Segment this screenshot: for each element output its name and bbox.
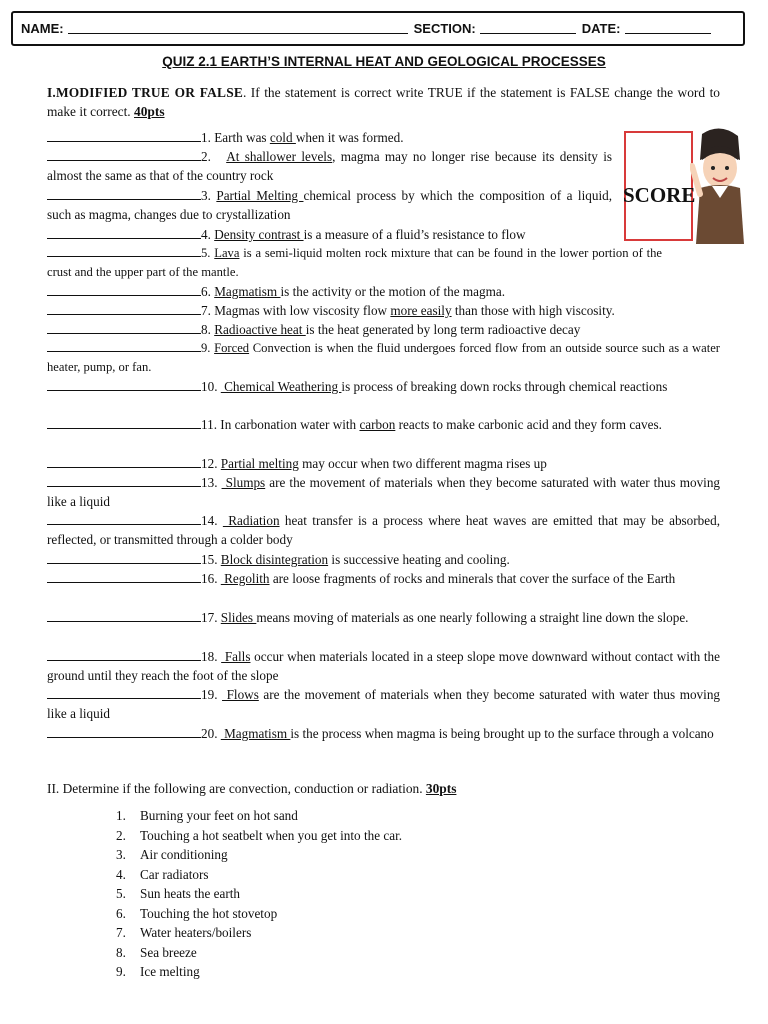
answer-blank[interactable] (47, 455, 201, 468)
list-text: Touching a hot seatbelt when you get into the car. (140, 827, 403, 843)
quiz-title: QUIZ 2.1 EARTH’S INTERNAL HEAT AND GEOLOGICAL PROCESSES (162, 54, 606, 69)
quiz-item (47, 320, 720, 339)
list-item (116, 828, 402, 848)
answer-blank[interactable] (47, 725, 201, 738)
item-text: Earth was (210, 130, 270, 145)
item-number: 11. (201, 417, 217, 432)
underlined-term: Regolith (220, 571, 270, 586)
quiz-item (47, 511, 720, 549)
list-number: 3. (116, 847, 126, 862)
date-field[interactable] (625, 23, 711, 34)
part2-instructions (47, 781, 456, 797)
item-number: 2. (201, 149, 211, 164)
item-text: reacts to make carbonic acid and they form caves. (395, 417, 662, 432)
score-label: SCORE (623, 183, 696, 207)
quiz-item (47, 569, 720, 588)
answer-blank[interactable] (47, 321, 201, 334)
answer-blank[interactable] (47, 416, 201, 429)
item-number: 3. (201, 188, 211, 203)
item-number: 9. (201, 341, 211, 355)
part1-points: 40pts (134, 104, 165, 119)
underlined-term: carbon (359, 417, 396, 432)
quiz-item (47, 147, 612, 185)
underlined-term: Block disintegration (220, 552, 329, 567)
item-text: chemical process by which the composition of a liquid, such as magma, changes due to crystallization (47, 188, 613, 222)
list-item (116, 847, 402, 867)
underlined-term: cold (269, 130, 296, 145)
answer-blank[interactable] (47, 302, 201, 315)
underlined-term: Slides (220, 610, 257, 625)
list-text: Car radiators (140, 866, 209, 882)
list-text: Burning your feet on hot sand (140, 808, 298, 823)
quiz-item (47, 186, 612, 224)
underlined-term: Magmatism (220, 726, 291, 741)
list-item (116, 945, 402, 965)
list-number: 4. (116, 866, 126, 882)
item-text: when it was formed. (295, 130, 404, 145)
item-number: 8. (201, 322, 211, 337)
quiz-item (47, 377, 720, 396)
underlined-term: Falls (221, 649, 251, 664)
item-number: 15. (201, 552, 218, 567)
list-text: Air conditioning (140, 847, 228, 862)
section-label: SECTION: (413, 21, 476, 36)
part2-instruction-text: II. Determine if the following are convection, conduction or radiation. (47, 781, 426, 796)
item-text: is the heat generated by long term radioactive decay (305, 322, 581, 337)
answer-blank[interactable] (47, 378, 201, 391)
item-text: is a semi-liquid molten rock mixture that can be found in the lower portion of the crust and the upper part of the mantle. (47, 246, 662, 279)
quiz-item (47, 415, 720, 434)
quiz-item (47, 282, 720, 301)
list-text: Water heaters/boilers (140, 925, 252, 940)
answer-blank[interactable] (47, 129, 201, 142)
list-number: 8. (116, 944, 126, 960)
list-text: Sea breeze (140, 944, 197, 960)
quiz-item (47, 550, 720, 569)
list-item (116, 808, 402, 828)
underlined-term: Magmatism (214, 284, 281, 299)
quiz-item (47, 244, 662, 282)
item-number: 4. (201, 227, 211, 242)
item-number: 14. (201, 513, 218, 528)
item-text: may occur when two different magma rises up (298, 456, 547, 471)
part2-points: 30pts (425, 781, 457, 796)
item-number: 19. (201, 687, 218, 702)
underlined-term: Density contrast (214, 227, 304, 242)
list-number: 2. (116, 827, 126, 843)
item-number: 18. (201, 649, 218, 664)
list-item (116, 964, 402, 984)
list-text: Ice melting (140, 964, 200, 979)
item-text: are the movement of materials when they become saturated with water thus moving like a liquid (47, 687, 721, 721)
item-text: occur when materials located in a steep slope move downward without contact with the ground until they reach the foot of the slope (47, 649, 721, 683)
underlined-term: Radioactive heat (214, 322, 306, 337)
underlined-term: more easily (390, 303, 452, 318)
answer-blank[interactable] (47, 244, 201, 257)
answer-blank[interactable] (47, 148, 201, 161)
answer-blank[interactable] (47, 339, 201, 352)
quiz-item (47, 225, 612, 244)
underlined-term: At shallower levels (226, 149, 333, 164)
part1-instruction-text: . If the statement is correct write TRUE if the statement is FALSE change the word to make it correct. (47, 85, 720, 119)
quiz-item (47, 647, 720, 685)
item-text: than those with high viscosity. (451, 303, 615, 318)
list-text: Touching the hot stovetop (140, 905, 278, 921)
list-number: 7. (116, 925, 126, 940)
answer-blank[interactable] (47, 570, 201, 583)
quiz-item (47, 608, 720, 627)
item-number: 10. (201, 379, 218, 394)
answer-blank[interactable] (47, 551, 201, 564)
list-item (116, 925, 402, 945)
item-text: Magmas with low viscosity flow (210, 303, 391, 318)
part1-instructions (47, 83, 720, 121)
quiz-item (47, 128, 612, 147)
list-text: Sun heats the earth (140, 886, 240, 901)
quiz-item (47, 685, 720, 723)
teacher-cartoon-icon (690, 126, 748, 246)
item-text: are the movement of materials when they become saturated with water thus moving like a liquid (47, 475, 721, 509)
answer-blank[interactable] (47, 609, 201, 622)
list-number: 6. (116, 905, 126, 921)
item-number: 7. (201, 303, 211, 318)
item-number: 12. (201, 456, 218, 471)
quiz-item (47, 301, 720, 320)
item-text: Convection is when the fluid undergoes forced flow from an outside source such as a water heater, pump, or fan. (47, 341, 720, 374)
list-number: 9. (116, 964, 126, 979)
student-info-header (11, 11, 745, 46)
answer-blank[interactable] (47, 648, 201, 661)
item-number: 17. (201, 610, 218, 625)
underlined-term: Partial melting (220, 456, 299, 471)
underlined-term: Chemical Weathering (220, 379, 342, 394)
item-text: is process of breaking down rocks through chemical reactions (341, 379, 668, 394)
list-item (116, 906, 402, 926)
quiz-item (47, 724, 720, 743)
quiz-item (47, 339, 720, 377)
underlined-term: Slumps (221, 475, 266, 490)
item-text: are loose fragments of rocks and minerals that cover the surface of the Earth (269, 571, 676, 586)
name-label: NAME: (21, 21, 64, 36)
item-text: is a measure of a fluid’s resistance to flow (303, 227, 526, 242)
item-number: 20. (201, 726, 218, 741)
underlined-term: Flows (222, 687, 259, 702)
item-text: , magma may no longer rise because its density is almost the same as that of the country rock (47, 149, 612, 183)
answer-blank[interactable] (47, 474, 201, 487)
item-text: means moving of materials as one nearly following a straight line down the slope. (256, 610, 689, 625)
section-field[interactable] (480, 23, 576, 34)
item-number: 1. (201, 130, 211, 145)
answer-blank[interactable] (47, 283, 201, 296)
answer-blank[interactable] (47, 187, 201, 200)
item-text: is the process when magma is being brought up to the surface through a volcano (290, 726, 714, 741)
item-number: 5. (201, 246, 211, 260)
item-number: 13. (201, 475, 218, 490)
list-item (116, 886, 402, 906)
part1-heading: I.MODIFIED TRUE OR FALSE (47, 85, 243, 100)
underlined-term: Lava (214, 246, 240, 260)
item-text (211, 149, 226, 164)
underlined-term: Forced (214, 341, 250, 355)
underlined-term: Radiation (222, 513, 280, 528)
item-number: 6. (201, 284, 211, 299)
answer-blank[interactable] (47, 226, 201, 239)
item-text: heat transfer is a process where heat waves are emitted that may be absorbed, reflected, or transmitted through a colder body (47, 513, 721, 547)
list-item (116, 867, 402, 887)
quiz-item (47, 473, 720, 511)
list-number: 5. (116, 886, 126, 901)
list-number: 1. (116, 808, 126, 823)
answer-blank[interactable] (47, 686, 201, 699)
underlined-term: Partial Melting (216, 188, 304, 203)
part2-list (116, 808, 402, 984)
answer-blank[interactable] (47, 512, 201, 525)
name-field[interactable] (68, 23, 408, 34)
item-text: is the activity or the motion of the magma. (280, 284, 506, 299)
item-text: is successive heating and cooling. (328, 552, 510, 567)
item-number: 16. (201, 571, 218, 586)
quiz-item (47, 454, 720, 473)
date-label: DATE: (581, 21, 621, 36)
item-text: In carbonation water with (217, 417, 360, 432)
